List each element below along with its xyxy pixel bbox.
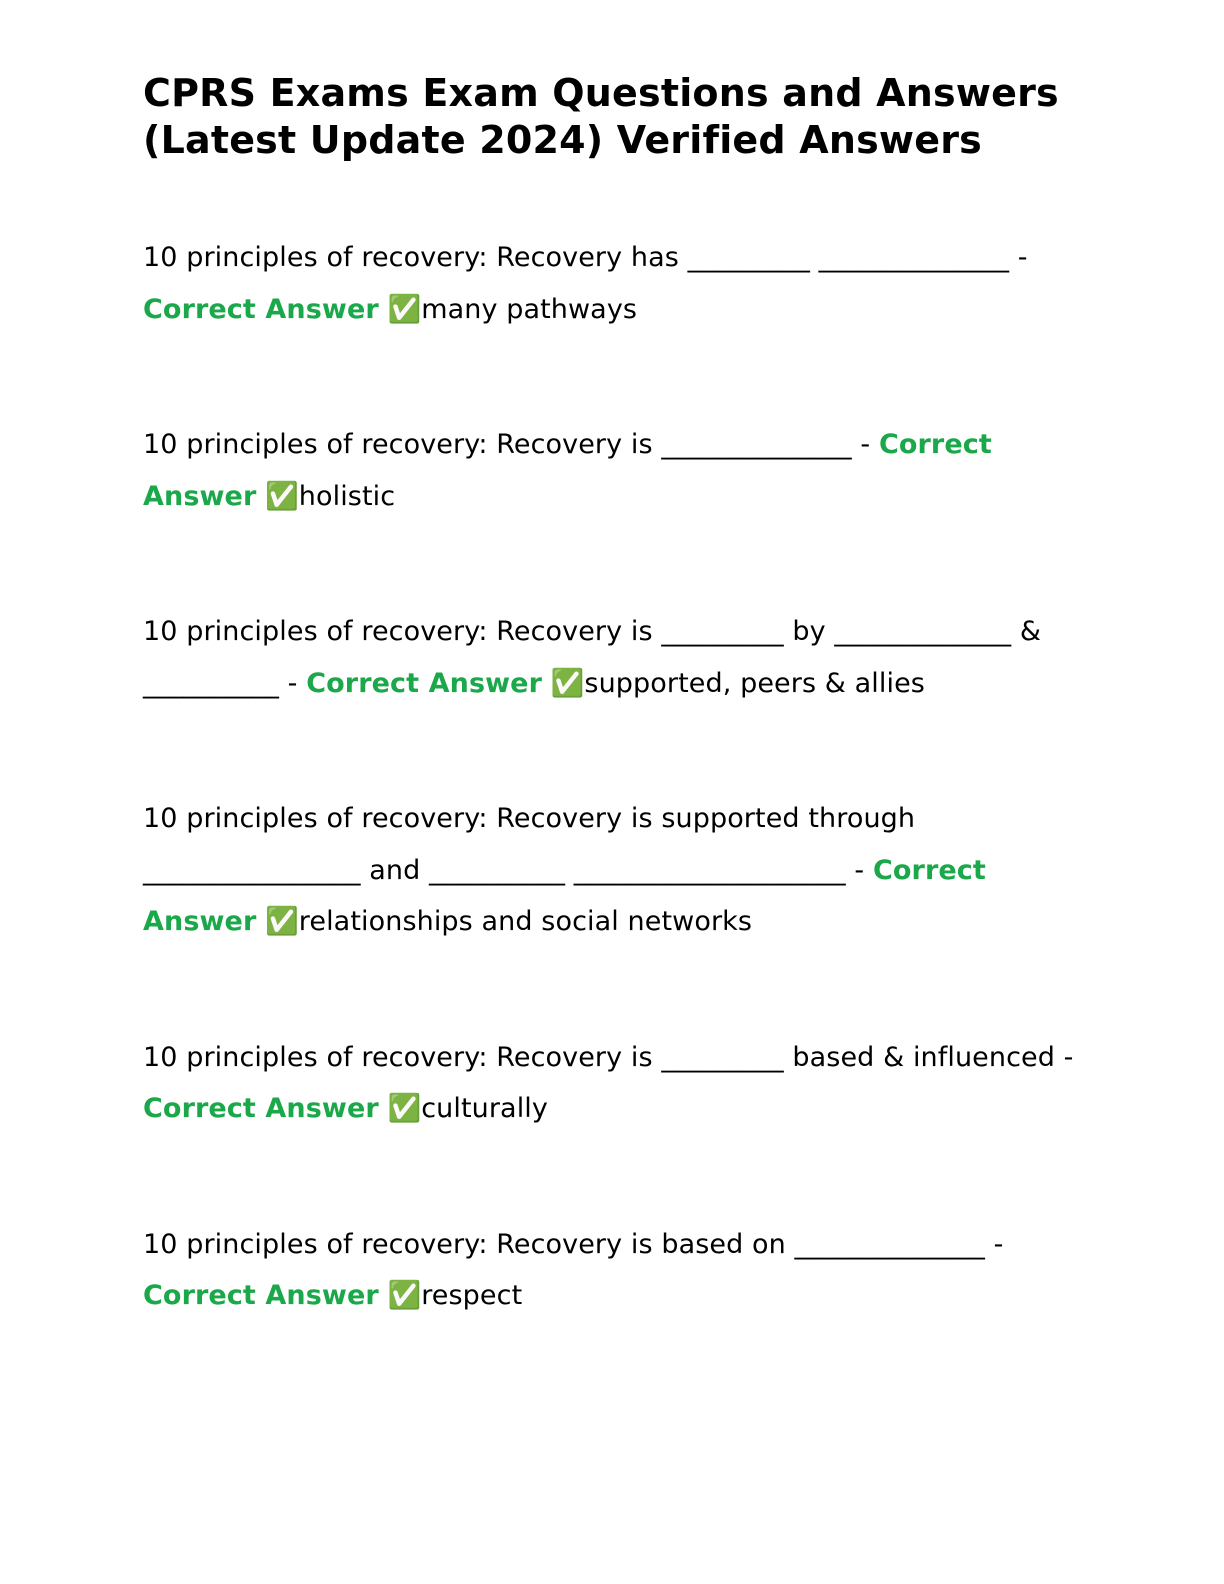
qa-item [143,1032,1083,1135]
answer-text: many pathways [421,293,638,325]
qa-item [143,1219,1083,1322]
check-mark-icon: ✅ [387,1280,422,1311]
qa-item [143,606,1083,709]
qa-list [143,232,1083,1322]
correct-answer-label: Correct Answer [143,293,379,325]
question-text: 10 principles of recovery: Recovery is ______________ - [143,429,871,460]
question-text: 10 principles of recovery: Recovery is _________ based & influenced - [143,1041,1074,1073]
correct-answer-label: Correct Answer [306,667,542,699]
answer-text: relationships and social networks [298,906,753,937]
answer-text: supported, peers & allies [584,667,925,699]
correct-answer-label: Correct Answer [143,1280,379,1311]
qa-item [143,419,1083,522]
check-mark-icon: ✅ [265,480,299,512]
check-mark-icon: ✅ [265,906,299,937]
qa-item [143,232,1083,335]
correct-answer-label: Correct Answer [143,1093,379,1124]
answer-text: holistic [298,480,396,512]
answer-text: respect [421,1280,523,1311]
check-mark-icon: ✅ [387,293,422,325]
document-title: CPRS Exams Exam Questions and Answers (Latest Update 2024) Verified Answers [143,71,1059,162]
answer-text: culturally [421,1093,548,1124]
document-page [143,70,1083,1406]
check-mark-icon: ✅ [387,1093,422,1124]
question-text: 10 principles of recovery: Recovery is supported through ________________ and __________ ____________________ - [143,803,916,886]
question-text: 10 principles of recovery: Recovery has _________ ______________ - [143,242,1028,273]
check-mark-icon: ✅ [550,667,585,699]
correct-answer-label: Correct Answer [143,429,992,512]
correct-answer-label: Correct Answer [143,854,986,937]
qa-item [143,793,1083,948]
question-text: 10 principles of recovery: Recovery is _________ by _____________ & __________ - [143,616,1042,699]
question-text: 10 principles of recovery: Recovery is based on ______________ - [143,1228,1004,1260]
